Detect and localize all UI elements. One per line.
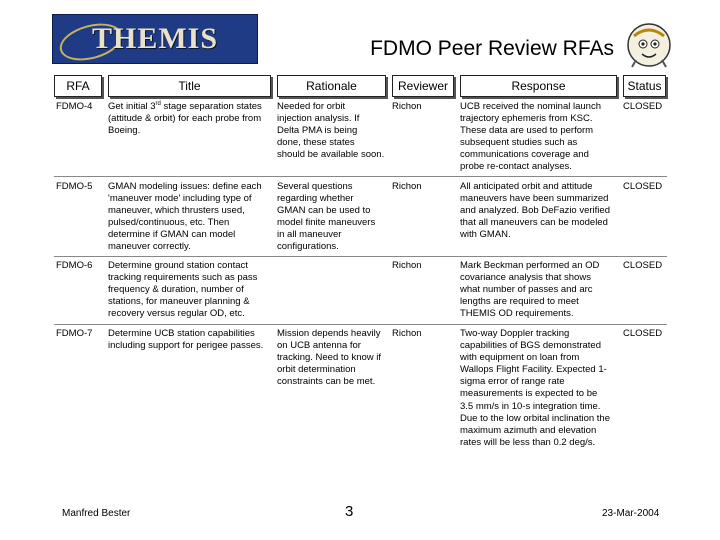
themis-mascot-icon — [626, 20, 672, 70]
themis-logo — [52, 14, 258, 64]
rfa-reviewer: Richon — [392, 260, 422, 271]
rfa-reviewer: Richon — [392, 101, 422, 112]
status-badge: CLOSED — [623, 181, 663, 192]
rfa-title: Determine UCB station capabilities including support for perigee passes. — [108, 328, 264, 352]
rfa-reviewer: Richon — [392, 328, 422, 339]
rfa-response: All anticipated orbit and attitude maneuvers have been summarized and analyzed. Bob DeFazio verified that all maneuvers can be modeled with GMAN. — [460, 181, 610, 241]
row-divider — [54, 176, 667, 177]
rfa-rationale: Mission depends heavily on UCB antenna for tracking. Need to know if orbit determination constraints can be met. — [277, 328, 382, 388]
rfa-response: UCB received the nominal launch trajectory ephemeris from KSC. These data are used to perform subsequent studies such as communications coverage and probe re-contact analyses. — [460, 101, 601, 173]
column-header-title: Title — [108, 75, 271, 97]
rfa-title: GMAN modeling issues: define each 'maneuver mode' including type of maneuver, which thrusters used, pulsed/continuous, etc. Then determine if GMAN can model maneuver correctly. — [108, 181, 262, 253]
rfa-rationale: Needed for orbit injection analysis. If Delta PMA is being done, these states should be available soon. — [277, 101, 385, 161]
status-badge: CLOSED — [623, 328, 663, 339]
logo-text: THEMIS — [91, 22, 219, 55]
page-number: 3 — [345, 503, 354, 520]
column-header-rfa: RFA — [54, 75, 102, 97]
rfa-response: Mark Beckman performed an OD covariance analysis that shows what number of passes and arc lengths are required to meet THEMIS OD requirements. — [460, 260, 600, 320]
rfa-id: FDMO-4 — [56, 101, 93, 112]
rfa-rationale: Several questions regarding whether GMAN can be used to model finite maneuvers in all maneuver configurations. — [277, 181, 376, 253]
status-badge: CLOSED — [623, 260, 663, 271]
rfa-id: FDMO-5 — [56, 181, 93, 192]
status-badge: CLOSED — [623, 101, 663, 112]
column-header-reviewer: Reviewer — [392, 75, 454, 97]
rfa-title: Get initial 3rd stage separation states (attitude & orbit) for each probe from Boeing. — [108, 100, 262, 137]
column-header-status: Status — [623, 75, 666, 97]
rfa-title: Determine ground station contact tracking requirements such as pass frequency & duration, number of stations, for maneuver planning & recovery versus regular OD, etc. — [108, 260, 258, 320]
row-divider — [54, 256, 667, 257]
rfa-reviewer: Richon — [392, 181, 422, 192]
rfa-response: Two-way Doppler tracking capabilities of BGS demonstrated with equipment on loan from Wallops Flight Facility. Expected 1- sigma error of range rate measurements is expected to be 3.5 mm/s in 10-s integration time. Due to the low orbital inclination the maximum azimuth and elevation rates will be less than 0.2 deg/s. — [460, 328, 610, 448]
footer-date: 23-Mar-2004 — [602, 508, 660, 519]
row-divider — [54, 324, 667, 325]
column-header-rationale: Rationale — [277, 75, 386, 97]
page-title: FDMO Peer Review RFAs — [370, 37, 614, 60]
rfa-id: FDMO-6 — [56, 260, 93, 271]
footer-author: Manfred Bester — [62, 508, 131, 519]
rfa-id: FDMO-7 — [56, 328, 93, 339]
column-header-response: Response — [460, 75, 617, 97]
